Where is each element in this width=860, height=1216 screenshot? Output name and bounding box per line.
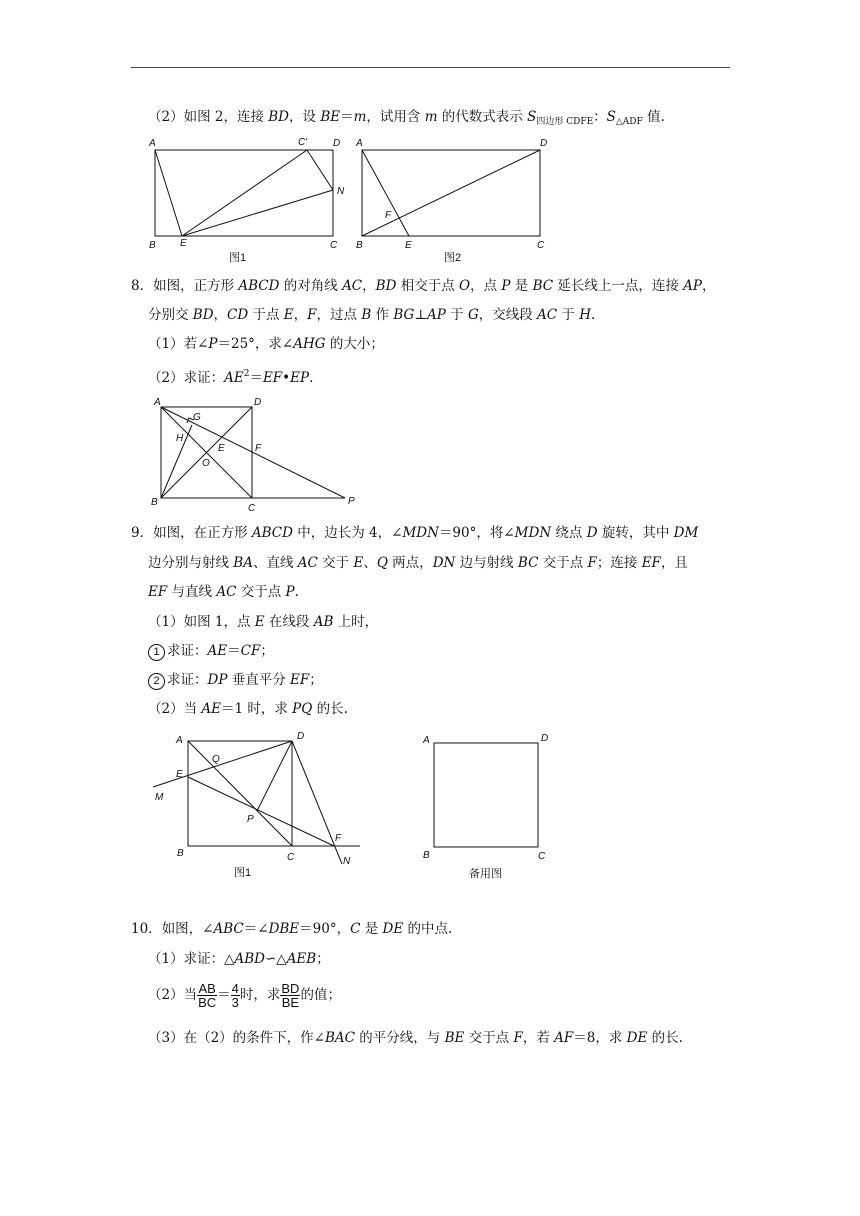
- q9-sub1: （1）如图 1，点 E 在线段 AB 上时，: [148, 614, 379, 630]
- q9f1-label-b: B: [177, 848, 184, 859]
- q8-label-c: C: [248, 503, 256, 514]
- q7f2-label-d: D: [540, 138, 548, 149]
- q7f2-label-c: C: [537, 240, 545, 251]
- fraction-bd-be: $\frac{BD}{BE}$: [281, 981, 300, 1010]
- q9f1-label-a: A: [176, 735, 183, 746]
- q8-part2: （2）求证：$AE^2=EF•EP$.: [148, 369, 314, 386]
- q9f1-diagonal-ac: [188, 741, 292, 846]
- q8-part1: （1）若∠P＝25°，求∠AHG 的大小；: [148, 336, 384, 352]
- q10-part2: （2）当 $\frac{AB}{BC}$ ＝ $\frac{4}{3}$ 时，求 $\frac{BD}{BE}$ 的值；: [148, 981, 341, 1010]
- q8-label-p: P: [348, 496, 355, 507]
- q7-part2-text: （2）如图 2，连接 BD，设 BE＝m，试用含 m 的代数式表示 $S_{四边形 CDFE}$：$S_{\triangle ADF}$ 值.: [148, 109, 665, 127]
- q9-claim2: 2 求证：DP 垂直平分 EF；: [148, 671, 323, 690]
- q7f1-caption: 图1: [229, 252, 247, 264]
- q10-part1: （1）求证：△ABD∽△AEB；: [148, 951, 330, 967]
- q8-label-h: H: [176, 433, 184, 444]
- q9f1-caption: 图1: [234, 867, 252, 879]
- q8-label-d: D: [254, 397, 262, 408]
- q8-label-f: F: [255, 443, 262, 454]
- q9f2-caption: 备用图: [469, 868, 502, 880]
- q9f1-label-m: M: [155, 792, 164, 803]
- q7f2-label-b: B: [356, 240, 363, 251]
- q9f2-square: [434, 743, 538, 847]
- q10-part3: （3）在（2）的条件下，作∠BAC 的平分线，与 BE 交于点 F，若 AF＝8，求 DE 的长.: [148, 1030, 683, 1046]
- q7f1-label-a: A: [149, 138, 156, 149]
- q8-label-g: G: [193, 412, 201, 423]
- q9f1-line-ef: [188, 777, 334, 846]
- q9-sub2: （2）当 AE＝1 时，求 PQ 的长.: [148, 701, 348, 717]
- q7f1-label-cprime: C′: [298, 137, 308, 148]
- q9f1-label-d: D: [297, 731, 305, 742]
- q8-line1: 8．如图，正方形 ABCD 的对角线 AC，BD 相交于点 O，点 P 是 BC 延长线上一点，连接 AP，: [131, 278, 716, 294]
- q8-line2: 分别交 BD，CD 于点 E，F，过点 B 作 BG⊥AP 于 G，交线段 AC 于 H.: [148, 307, 596, 323]
- q7f1-label-c: C: [330, 240, 338, 251]
- q8-label-b: B: [151, 497, 158, 508]
- q7f2-label-a: A: [356, 138, 363, 149]
- q9f1-label-n: N: [343, 856, 351, 867]
- q9f2-label-c: C: [538, 851, 546, 862]
- q10-line1: 10．如图，∠ABC＝∠DBE＝90°，C 是 DE 的中点.: [131, 921, 453, 937]
- q7f1-label-b: B: [149, 240, 156, 251]
- q9-line1: 9．如图，在正方形 ABCD 中，边长为 4，∠MDN＝90°，将∠MDN 绕点 D 旋转，其中 DM: [131, 525, 699, 541]
- q8-label-e: E: [218, 443, 225, 454]
- q8-label-o: O: [202, 458, 210, 469]
- q9f1-line-dp: [257, 741, 292, 811]
- q9f1-label-q: Q: [212, 754, 220, 765]
- q9-claim1: 1 求证：AE＝CF；: [148, 642, 274, 661]
- q7f2-label-e: E: [405, 240, 412, 251]
- q7f1-label-n: N: [337, 186, 345, 197]
- q9f2-label-b: B: [423, 850, 430, 861]
- q7f1-label-d: D: [333, 138, 341, 149]
- q9-line2: 边分别与射线 BA、直线 AC 交于 E、Q 两点，DN 边与射线 BC 交于点 F；连接 EF，且: [148, 555, 688, 571]
- q9f2-label-d: D: [541, 733, 549, 744]
- q9f2-label-a: A: [423, 735, 430, 746]
- q9-line3: EF 与直线 AC 交于点 P.: [148, 584, 299, 600]
- q9f1-label-f: F: [335, 833, 342, 844]
- fraction-ab-bc: $\frac{AB}{BC}$: [198, 981, 217, 1010]
- q8-label-a: A: [154, 397, 161, 408]
- fraction-4-3: $\frac{4}{3}$: [231, 981, 239, 1010]
- q9f1-ray-dm: [153, 741, 292, 787]
- q7f1-label-e: E: [180, 238, 187, 249]
- q7f2-label-f: F: [385, 210, 392, 221]
- q7f2-caption: 图2: [444, 252, 462, 264]
- q9f1-label-p: P: [247, 814, 254, 825]
- q9f1-label-c: C: [287, 852, 295, 863]
- q9f1-label-e: E: [176, 769, 183, 780]
